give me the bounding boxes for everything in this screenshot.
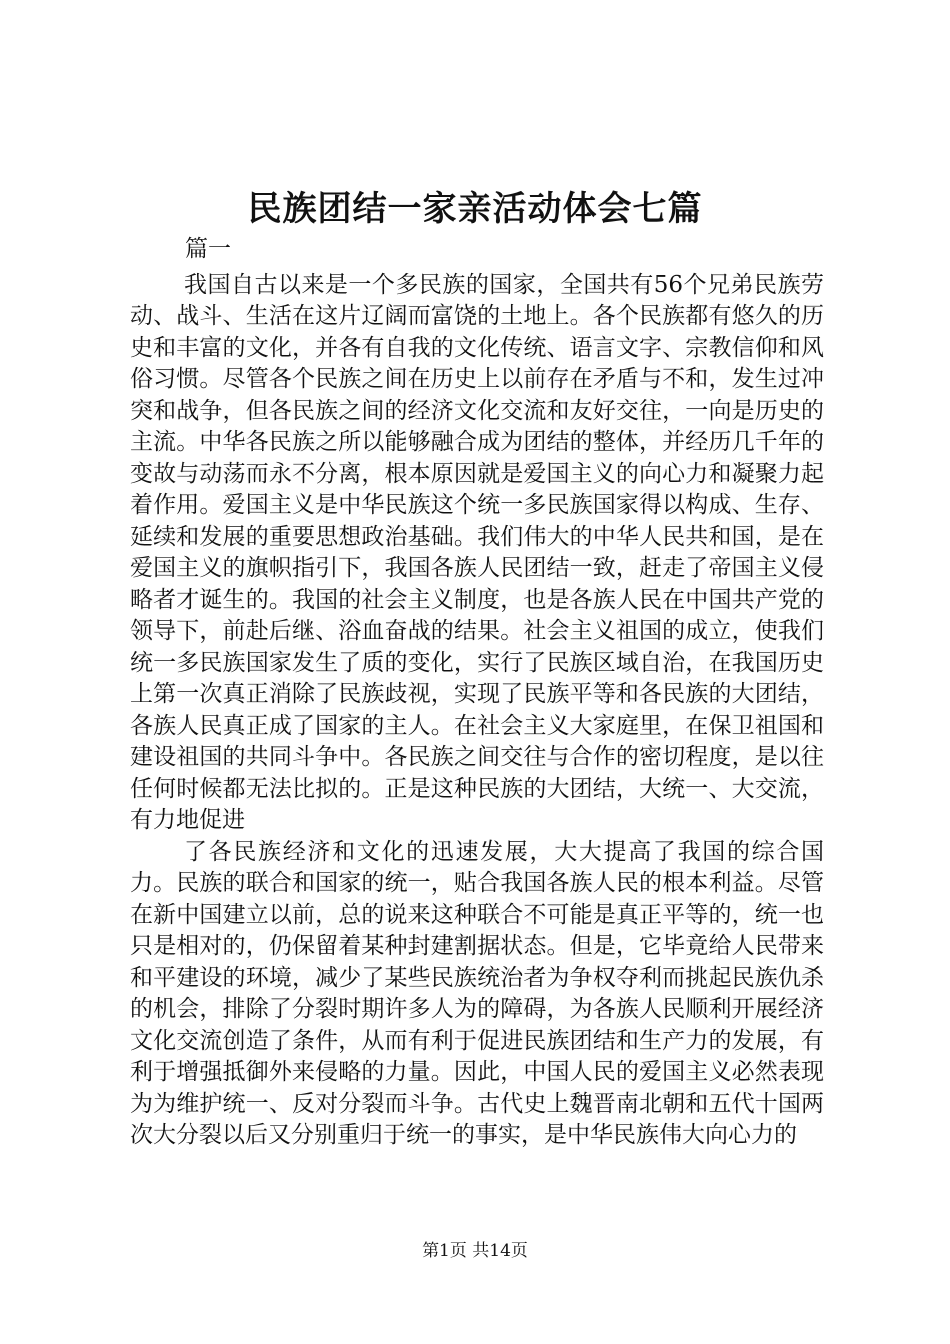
page-footer: 第1页 共14页: [422, 1241, 528, 1261]
section-label: 篇一: [185, 236, 231, 262]
body-paragraph: 了各民族经济和文化的迅速发展，大大提高了我国的综合国力。民族的联合和国家的统一，贴合我国各族人民的根本利益。尽管在新中国建立以前，总的说来这种联合不可能是真正平等的，统一也只是相对的，仍保留着某种封建割据状态。但是，它毕竟给人民带来和平建设的环境，减少了某些民族统治者为争权夺利而挑起民族仇杀的机会，排除了分裂时期许多人为的障碍，为各族人民顺利开展经济文化交流创造了条件，从而有利于促进民族团结和生产力的发展，有利于增强抵御外来侵略的力量。因此，中国人民的爱国主义必然表现为为维护统一、反对分裂而斗争。古代史上魏晋南北朝和五代十国两次大分裂以后又分别重归于统一的事实，是中华民族伟大向心力的: [130, 838, 824, 1148]
document-body: [130, 238, 824, 1152]
document-title: 民族团结一家亲活动体会七篇: [247, 189, 703, 229]
body-paragraph: 我国自古以来是一个多民族的国家，全国共有56个兄弟民族劳动、战斗、生活在这片辽阔而富饶的土地上。各个民族都有悠久的历史和丰富的文化，并各有自我的文化传统、语言文字、宗教信仰和风俗习惯。尽管各个民族之间在历史上以前存在矛盾与不和，发生过冲突和战争，但各民族之间的经济文化交流和友好交往，一向是历史的主流。中华各民族之所以能够融合成为团结的整体，并经历几千年的变故与动荡而永不分离，根本原因就是爱国主义的向心力和凝聚力起着作用。爱国主义是中华民族这个统一多民族国家得以构成、生存、延续和发展的重要思想政治基础。我们伟大的中华人民共和国，是在爱国主义的旗帜指引下，我国各族人民团结一致，赶走了帝国主义侵略者才诞生的。我国的社会主义制度，也是各族人民在中国共产党的领导下，前赴后继、浴血奋战的结果。社会主义祖国的成立，使我们统一多民族国家发生了质的变化，实行了民族区域自治，在我国历史上第一次真正消除了民族歧视，实现了民族平等和各民族的大团结，各族人民真正成了国家的主人。在社会主义大家庭里，在保卫祖国和建设祖国的共同斗争中。各民族之间交往与合作的密切程度，是以往任何时候都无法比拟的。正是这种民族的大团结，大统一、大交流，有力地促进: [130, 271, 824, 833]
